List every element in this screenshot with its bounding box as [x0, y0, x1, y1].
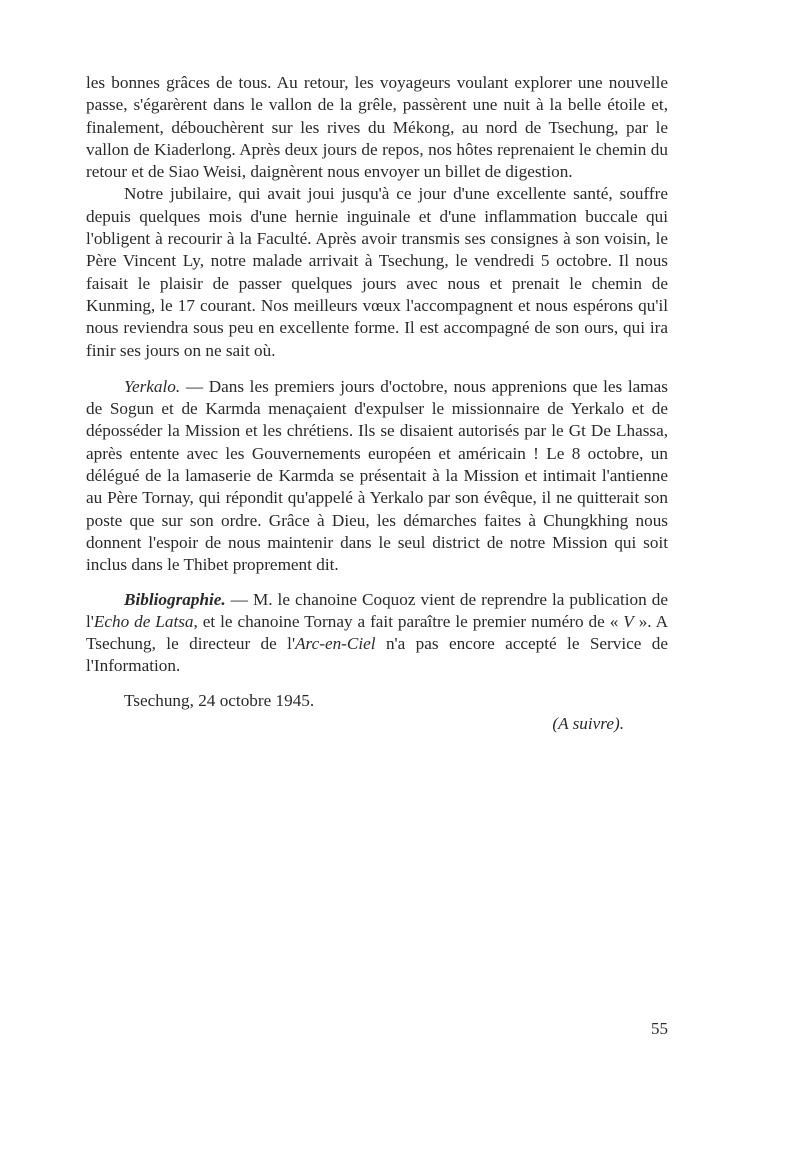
dateline: Tsechung, 24 octobre 1945. [124, 690, 315, 710]
bibliographie-text-4: n'a pas encore accepté le Service de l'Information. [86, 634, 668, 676]
section-heading-yerkalo: Yerkalo. [124, 376, 181, 396]
publication-title-v: V [623, 611, 634, 631]
page-number: 55 [651, 1019, 668, 1038]
paragraph-yerkalo [86, 376, 668, 577]
bibliographie-text-2: , et le chanoine Tornay a fait paraître le premier numéro de « [193, 611, 624, 631]
bibliographie-text-3: ». A Tsechung, le directeur de l' [86, 611, 668, 654]
publication-title-echo: Echo de Latsa [93, 611, 194, 631]
document-body [86, 72, 668, 734]
publication-title-arc-en-ciel: Arc-en-Ciel [295, 634, 376, 654]
paragraph-jubilaire: Notre jubilaire, qui avait joui jusqu'à ce jour d'une excellente santé, souffre depuis quelques mois d'une hernie inguinale et d'une inflammation buccale qui l'obligent à recourir à la Faculté. Après avoir transmis ses consignes à son voisin, le Père Vincent Ly, notre malade arrivait à Tsechung, le vendredi 5 octobre. Il nous faisait le plaisir de passer quelques jours avec nous et prenait le chemin de Kunming, le 17 courant. Nos meilleurs vœux l'accompagnent et nous espérons qu'il nous reviendra sous peu en excellente forme. Il est accompagné de son ours, qui ira finir ses jours on ne sait où. [86, 184, 668, 360]
paragraph-bibliographie [86, 589, 668, 678]
section-heading-bibliographie: Bibliographie. [124, 589, 226, 609]
paragraph-voyage-return: les bonnes grâces de tous. Au retour, les voyageurs voulant explorer une nouvelle passe, s'égarèrent dans le vallon de la grêle, passèrent une nuit à la belle étoile et, finalement, débouchèrent sur les rives du Mékong, au nord de Tsechung, par le vallon de Kiaderlong. Après deux jours de repos, nos hôtes reprenaient le chemin du retour et de Siao Weisi, daignèrent nous envoyer un billet de digestion. [86, 73, 668, 182]
to-be-continued: (A suivre). [552, 714, 624, 734]
yerkalo-text: — Dans les premiers jours d'octobre, nous apprenions que les lamas de Sogun et de Karmda menaçaient d'expulser le missionnaire de Yerkalo et de déposséder la Mission et les chrétiens. Ils se disaient autorisés par le Gt De Lhassa, après entente avec les Gouvernements européen et américain ! Le 8 octobre, un délégué de la lamaserie de Karmda se présentait à la Mission et intimait l'antienne au Père Tornay, qui répondit qu'appelé à Yerkalo par son évêque, il ne quitterait son poste que sur son ordre. Grâce à Dieu, les démarches faites à Chungkhing nous donnent l'espoir de nous maintenir dans le seul district de notre Mission qui soit inclus dans le Thibet proprement dit. [86, 376, 668, 575]
bibliographie-text-1: — M. le chanoine Coquoz vient de reprendre la publication de l' [86, 589, 668, 631]
